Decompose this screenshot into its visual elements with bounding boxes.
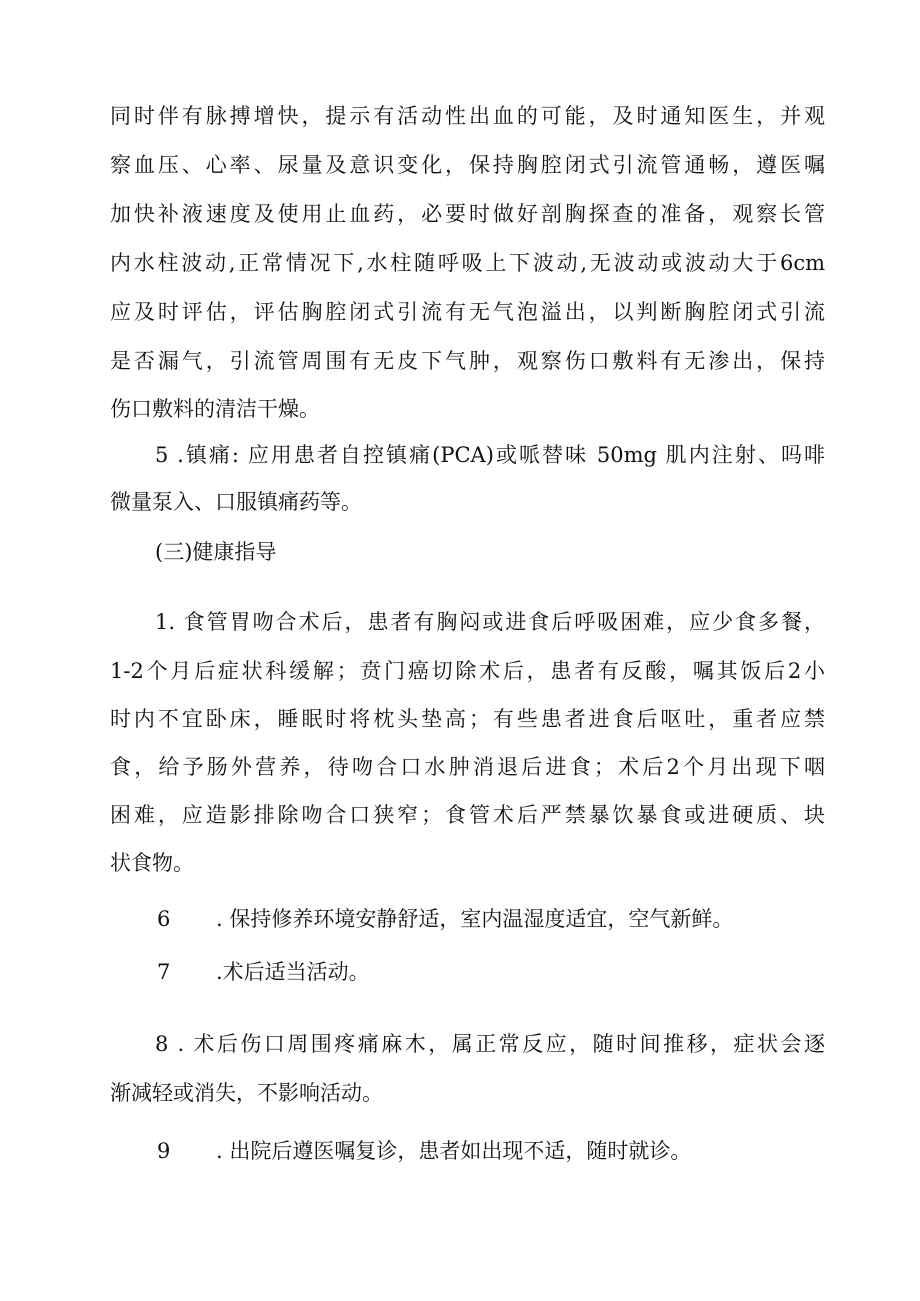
paragraph-line: 1-2个月后症状科缓解；贲门癌切除术后，患者有反酸，嘱其饭后2小 [110,659,825,683]
paragraph-line: 应及时评估，评估胸腔闭式引流有无气泡溢出，以判断胸腔闭式引流 [110,300,825,324]
section-heading: (三)健康指导 [155,540,277,564]
paragraph-line: 时内不宜卧床，睡眠时将枕头垫高；有些患者进食后呕吐，重者应禁 [110,707,825,731]
paragraph-line: 伤口敷料的清洁干燥。 [110,397,320,421]
paragraph-line: 是否漏气，引流管周围有无皮下气肿，观察伤口敷料有无渗出，保持 [110,349,825,373]
list-number: 9 [157,1139,171,1163]
paragraph-line: 8 . 术后伤口周围疼痛麻木，属正常反应，随时间推移，症状会逐 [155,1032,825,1056]
paragraph-line: 内水柱波动,正常情况下,水柱随呼吸上下波动,无波动或波动大于6cm [110,251,825,275]
list-number: 7 [157,960,171,984]
paragraph-line: 加快补液速度及使用止血药，必要时做好剖胸探查的准备，观察长管 [110,202,825,226]
paragraph-line: 状食物。 [110,851,194,875]
list-item-text: . 保持修养环境安静舒适，室内温湿度适宜，空气新鲜。 [216,907,734,931]
paragraph-line: 察血压、心率、尿量及意识变化，保持胸腔闭式引流管通畅，遵医嘱 [110,153,825,177]
list-item-text: .术后适当活动。 [216,960,370,984]
paragraph-line: 5 .镇痛: 应用患者自控镇痛(PCA)或哌替味 50mg 肌内注射、吗啡 [155,443,825,467]
list-item-text: . 出院后遵医嘱复诊，患者如出现不适，随时就诊。 [216,1139,692,1163]
list-number: 6 [157,907,171,931]
paragraph-line: 困难，应造影排除吻合口狭窄；食管术后严禁暴饮暴食或进硬质、块 [110,803,825,827]
paragraph-line: 同时伴有脉搏增快，提示有活动性出血的可能，及时通知医生，并观 [110,104,825,128]
paragraph-line: 1. 食管胃吻合术后，患者有胸闷或进食后呼吸困难，应少食多餐， [155,610,825,634]
paragraph-line: 食，给予肠外营养，待吻合口水肿消退后进食；术后2个月出现下咽 [110,755,825,779]
paragraph-line: 渐减轻或消失，不影响活动。 [110,1081,383,1105]
paragraph-line: 微量泵入、口服镇痛药等。 [110,490,362,514]
